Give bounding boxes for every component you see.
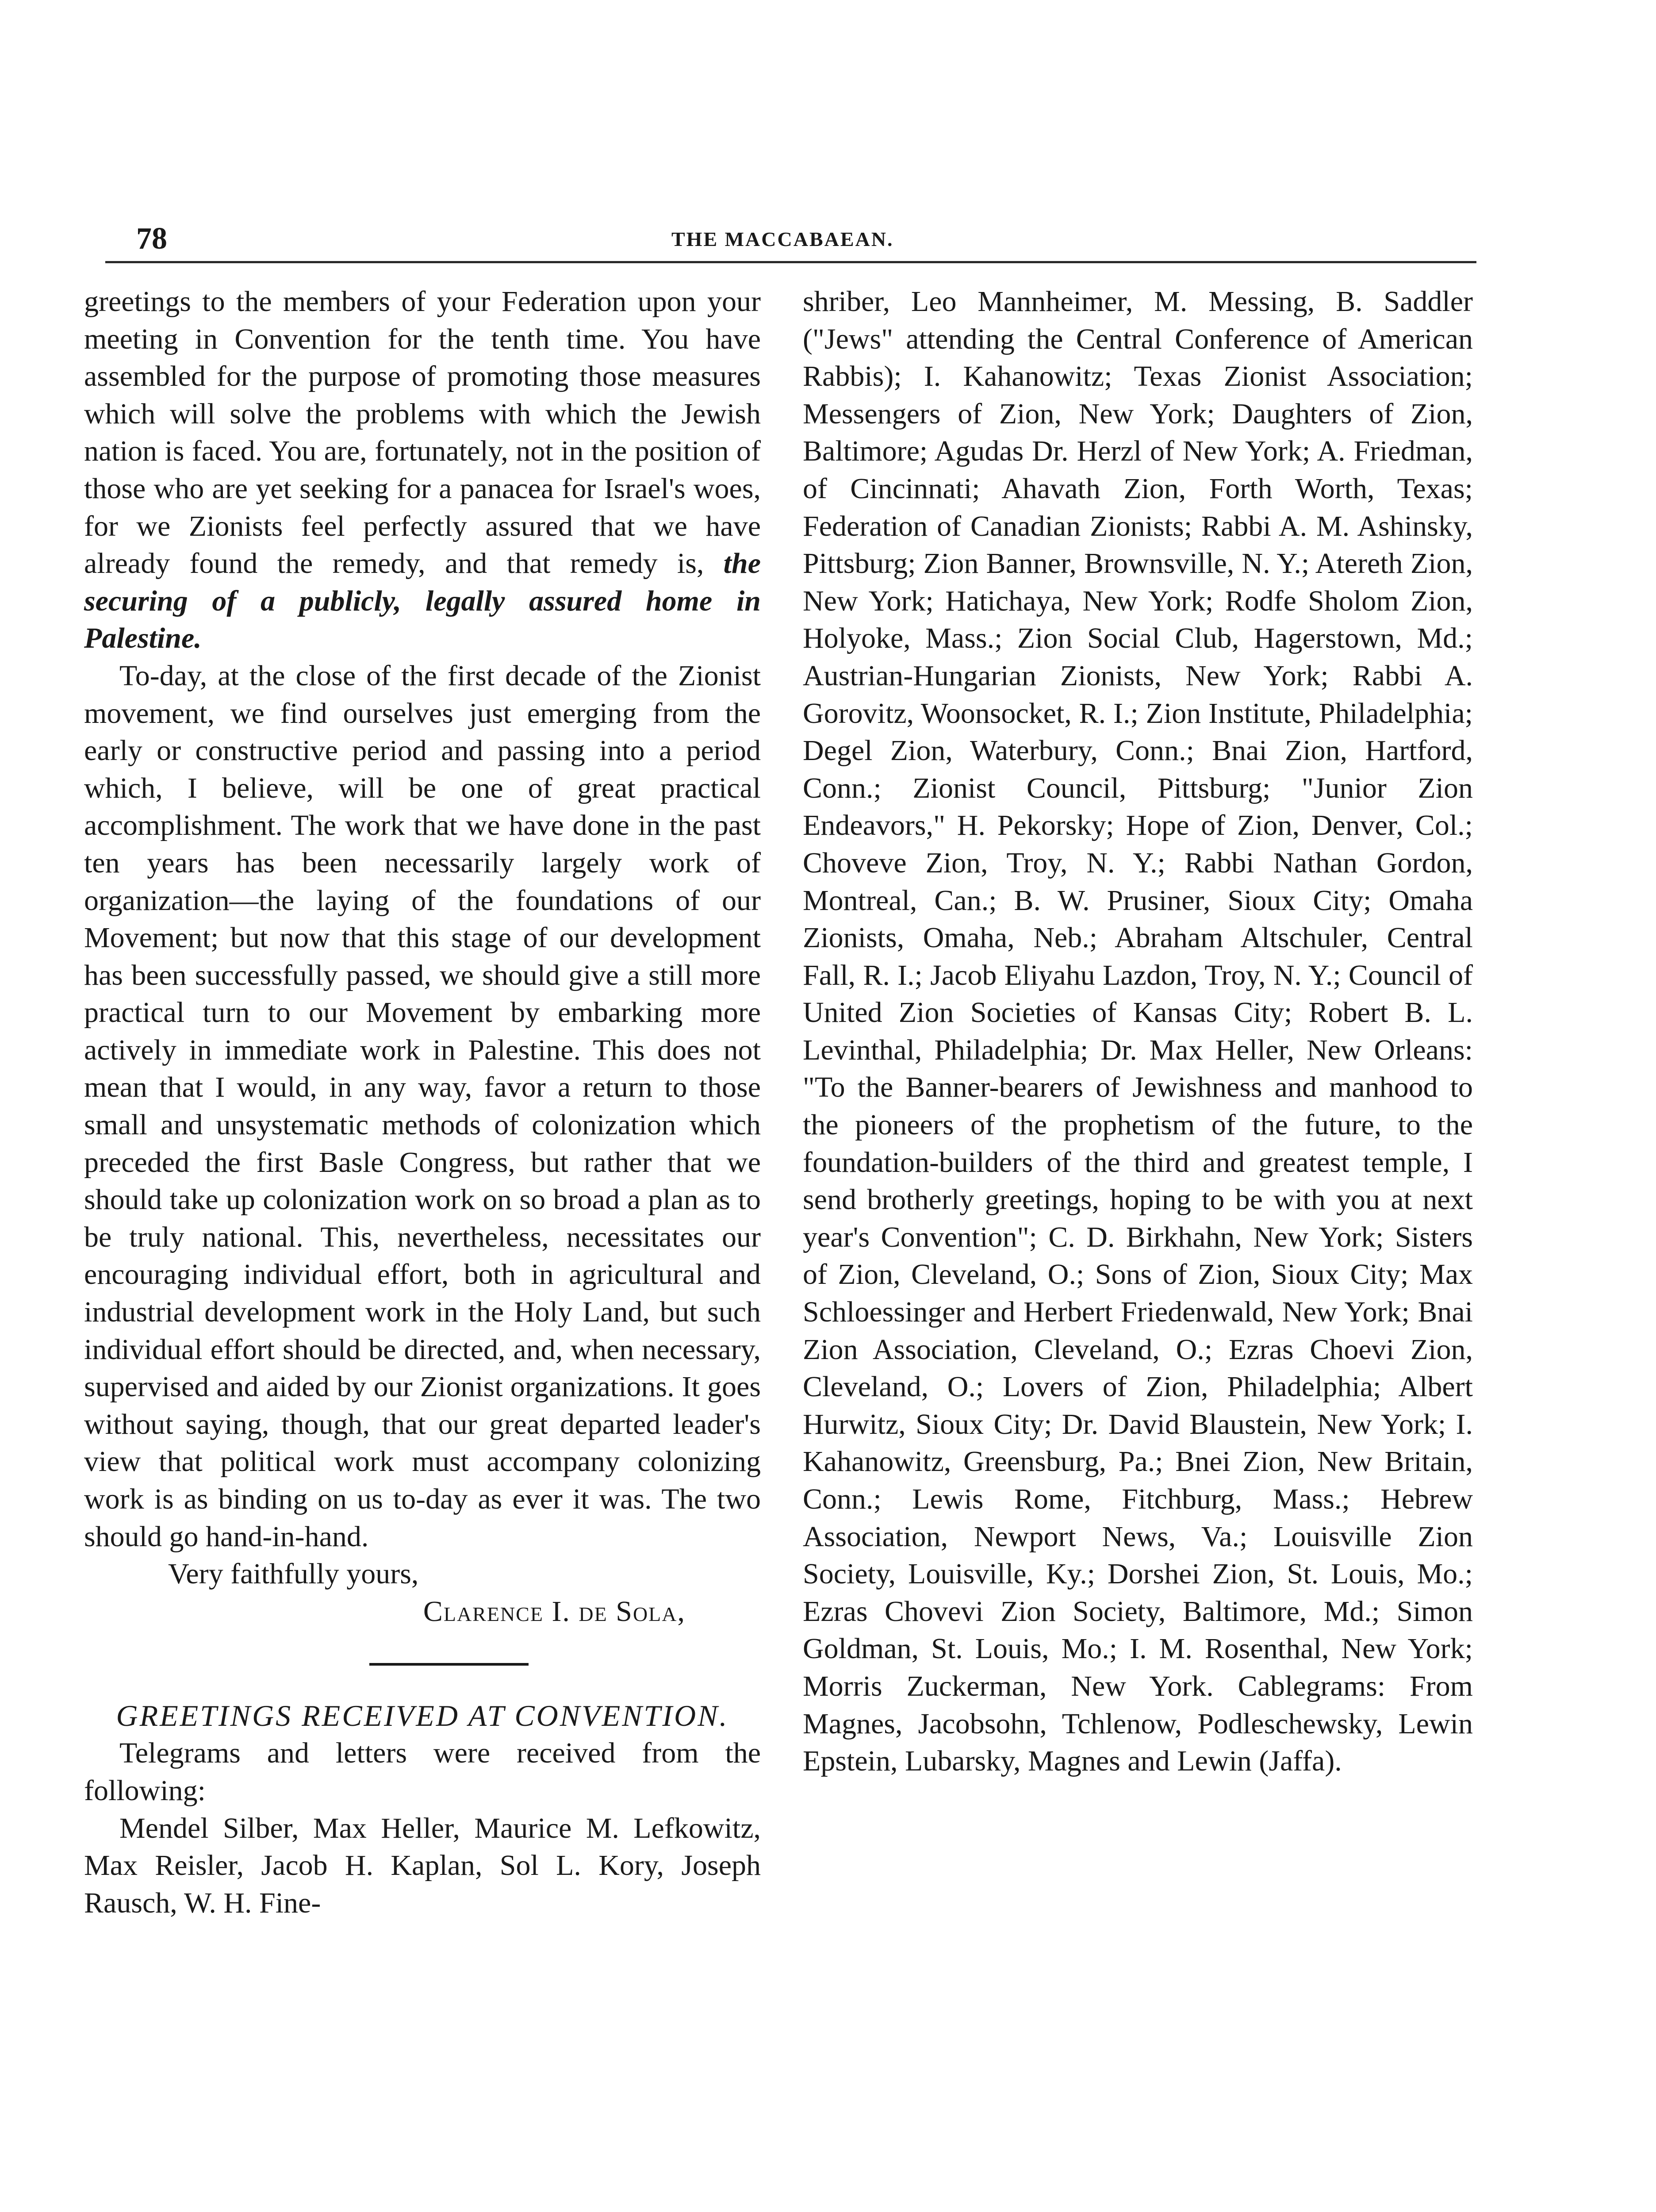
page-number: 78 (136, 222, 167, 256)
section-heading: GREETINGS RECEIVED AT CONVENTION. (116, 1699, 729, 1733)
names-paragraph-continued: shriber, Leo Mannheimer, M. Messing, B. Saddler ("Jews" attending the Central Conference of American Rabbis); I. Kahanowitz; Texas Zionist Association; Messengers of Zion, New York; Daughters of Zion, Baltimore; Agudas Dr. Herzl of New York; A. Friedman, of Cincinnati; Ahavath Zion, Forth Worth, Texas; Federation of Canadian Zionists; Rabbi A. M. Ashinsky, Pittsburg; Zion Banner, Brownsville, N. Y.; Atereth Zion, New York; Hatichaya, New York; Rodfe Sholom Zion, Holyoke, Mass.; Zion Social Club, Hagerstown, Md.; Austrian-Hungarian Zionists, New York; Rabbi A. Gorovitz, Woonsocket, R. I.; Zion Institute, Philadelphia; Degel Zion, Waterbury, Conn.; Bnai Zion, Hartford, Conn.; Zionist Council, Pittsburg; "Junior Zion Endeavors," H. Pekorsky; Hope of Zion, Denver, Col.; Choveve Zion, Troy, N. Y.; Rabbi Nathan Gordon, Montreal, Can.; B. W. Prusiner, Sioux City; Omaha Zionists, Omaha, Neb.; Abraham Altschuler, Central Fall, R. I.; Jacob Eliyahu Lazdon, Troy, N. Y.; Council of United Zion Societies of Kansas City; Robert B. L. Levinthal, Philadelphia; Dr. Max Heller, New Orleans: "To the Banner-bearers of Jewishness and manhood to the pioneers of the prophetism of the future, to the foundation-builders of the third and greatest temple, I send brotherly greetings, hoping to be with you at next year's Convention"; C. D. Birkhahn, New York; Sisters of Zion, Cleveland, O.; Sons of Zion, Sioux City; Max Schloessinger and Herbert Friedenwald, New York; Bnai Zion Association, Cleveland, O.; Ezras Choevi Zion, Cleveland, O.; Lovers of Zion, Philadelphia; Albert Hurwitz, Sioux City; Dr. David Blaustein, New York; I. Kahanowitz, Greensburg, Pa.; Bnei Zion, New Britain, Conn.; Lewis Rome, Fitchburg, Mass.; Hebrew Association, Newport News, Va.; Louisville Zion Society, Louisville, Ky.; Dorshei Zion, St. Louis, Mo.; Ezras Chovevi Zion Society, Baltimore, Md.; Simon Goldman, St. Louis, Mo.; I. M. Rosenthal, New York; Morris Zuckerman, New York. Cablegrams: From Magnes, Jacobsohn, Tchlenow, Podleschewsky, Lewin Epstein, Lubarsky, Magnes and Lewin (Jaffa). (803, 285, 1473, 1778)
letter-paragraph-1 (84, 283, 761, 657)
letter-signature: Clarence I. de Sola, (423, 1595, 686, 1628)
section-divider (369, 1663, 529, 1666)
intro-paragraph: Telegrams and letters were received from the following: (84, 1737, 761, 1807)
letter-paragraph-1-text: greetings to the members of your Federation upon your meeting in Convention for the tenth time. You have assembled for the purpose of promoting those measures which will solve the problems with which the Jewish nation is faced. You are, fortunately, not in the position of those who are yet seeking for a panacea for Israel's woes, for we Zionists feel perfectly assured that we have already found the remedy, and that remedy is, (84, 285, 761, 580)
left-column (84, 283, 761, 1922)
names-paragraph-start: Mendel Silber, Max Heller, Maurice M. Lefkowitz, Max Reisler, Jacob H. Kaplan, Sol L. Kory, Joseph Rausch, W. H. Fine- (84, 1812, 761, 1919)
right-column (803, 283, 1473, 1780)
page-header (105, 221, 1476, 263)
emphasized-phrase: the securing of a publicly, legally assured home in Palestine. (84, 547, 761, 655)
running-head: THE MACCABAEAN. (671, 228, 894, 250)
letter-paragraph-2: To-day, at the close of the first decade of the Zionist movement, we find ourselves just emerging from the early or constructive period and passing into a period which, I believe, will be one of great practical accomplishment. The work that we have done in the past ten years has been necessarily largely work of organization—the laying of the foundations of our Movement; but now that this stage of our development has been successfully passed, we should give a still more practical turn to our Movement by embarking more actively in immediate work in Palestine. This does not mean that I would, in any way, favor a return to those small and unsystematic methods of colonization which preceded the first Basle Congress, but rather that we should take up colonization work on so broad a plan as to be truly national. This, nevertheless, necessitates our encouraging individual effort, both in agricultural and industrial development work in the Holy Land, but such individual effort should be directed, and, when necessary, supervised and aided by our Zionist organizations. It goes without saying, though, that our great departed leader's view that political work must accompany colonizing work is as binding on us to-day as ever it was. The two should go hand-in-hand. (84, 659, 761, 1553)
letter-closing: Very faithfully yours, (168, 1558, 419, 1590)
